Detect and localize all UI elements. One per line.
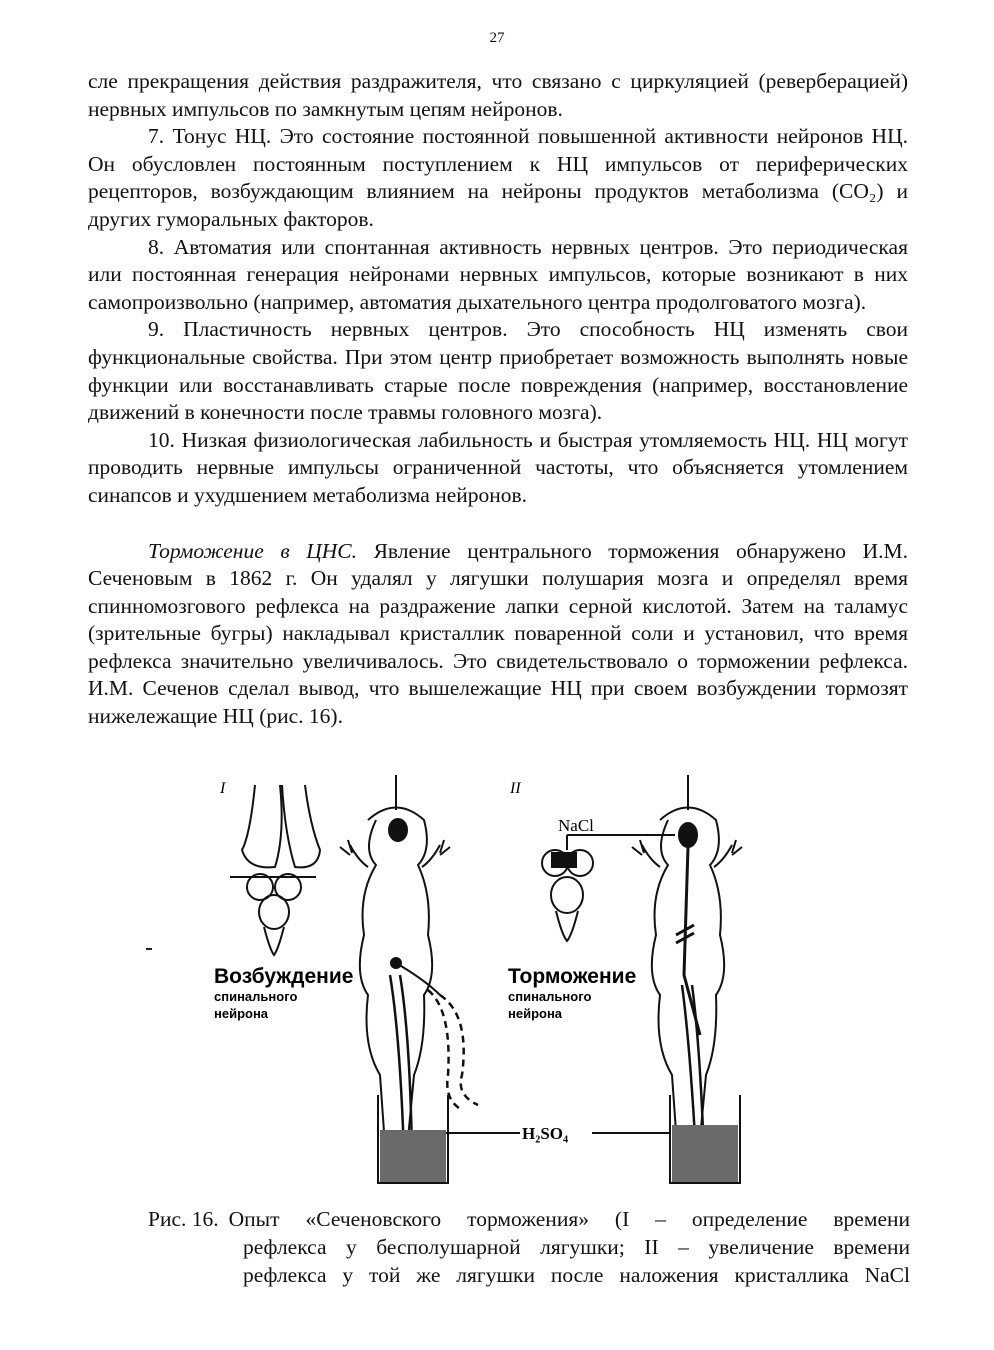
brain-diagram-1 [230,785,320,955]
body-text [88,68,908,731]
panel-2-label: II [510,780,521,797]
figure-sechenov-experiment [200,775,760,1195]
caption-line-2: рефлекса у бесполушарной лягушки; II – увеличение времени [243,1235,910,1259]
frog-1 [340,775,478,1160]
figure-illustration [200,775,760,1195]
excitation-sub1: спинального [214,989,298,1004]
excitation-sub2: нейрона [214,1006,269,1021]
nacl-label: NaCl [558,816,594,835]
caption-first-line [148,1205,910,1233]
caption-line-1: Опыт «Сеченовского торможения» (I – определение времени [228,1207,910,1231]
acid-label: H₂SO₄ [522,1124,569,1143]
paragraph-plasticity: 9. Пластичность нервных центров. Это способность НЦ изменять свои функциональные свойства. При этом центр приобретает возможность выполнять новые функции или восстанавливать старые после повреждения (например, восстановление движений в конечности после травмы головного мозга). [88,317,908,425]
panel-1-label: I [220,780,226,797]
paragraph-inhibition-text: Явление центрального торможения обнаружено И.М. Сеченовым в 1862 г. Он удалял у лягушки полушария мозга и определял время спинномозгового рефлекса на раздражение лапки серной кислотой. Затем на таламус (зрительные бугры) накладывал кристаллик поваренной соли и установил, что время рефлекса значительно увеличивалось. Это свидетельствовало о торможении рефлекса. И.М. Сеченов сделал вывод, что вышележащие НЦ при своем возбуждении тормозят нижележащие НЦ (рис. 16). [88,538,908,729]
figure-caption [148,1205,910,1289]
frog-2 [632,775,742,1160]
inhibition-sub1: спинального [508,989,592,1004]
page-number: 27 [489,30,505,46]
paragraph-inhibition [88,538,908,731]
paragraph-continuation: сле прекращения действия раздражителя, что связано с циркуляцией (реверберацией) нервных импульсов по замкнутым цепям нейронов. [88,69,908,121]
paragraph-lability: 10. Низкая физиологическая лабильность и быстрая утомляемость НЦ. НЦ могут проводить нервные импульсы ограниченной частоты, что объясняется утомлением синапсов и ухудшением метаболизма нейронов. [88,427,908,507]
inhibition-sub2: нейрона [508,1006,563,1021]
caption-lead: Рис. 16. [148,1207,219,1231]
stray-ink-mark [146,948,152,950]
excitation-title: Возбуждение [214,965,354,988]
caption-line-3: рефлекса у той же лягушки после наложения кристаллика NaCl [243,1263,910,1287]
section-heading-inhibition: Торможение в ЦНС. [148,538,358,563]
paragraph-automaticity: 8. Автоматия или спонтанная активность нервных центров. Это периодическая или постоянная генерация нейронами нервных импульсов, которые возникают в них самопроизвольно (например, автоматия дыхательного центра продолговатого мозга). [88,234,908,314]
beaker-1 [378,1095,448,1183]
paragraph-tone: 7. Тонус НЦ. Это состояние постоянной повышенной активности нейронов НЦ. Он обусловлен постоянным поступлением к НЦ импульсов от периферических рецепторов, возбуждающим влиянием на нейроны продуктов метаболизма (CO₂) и других гуморальных факторов. [88,124,908,231]
beaker-2 [670,1095,740,1183]
inhibition-title: Торможение [508,965,637,988]
